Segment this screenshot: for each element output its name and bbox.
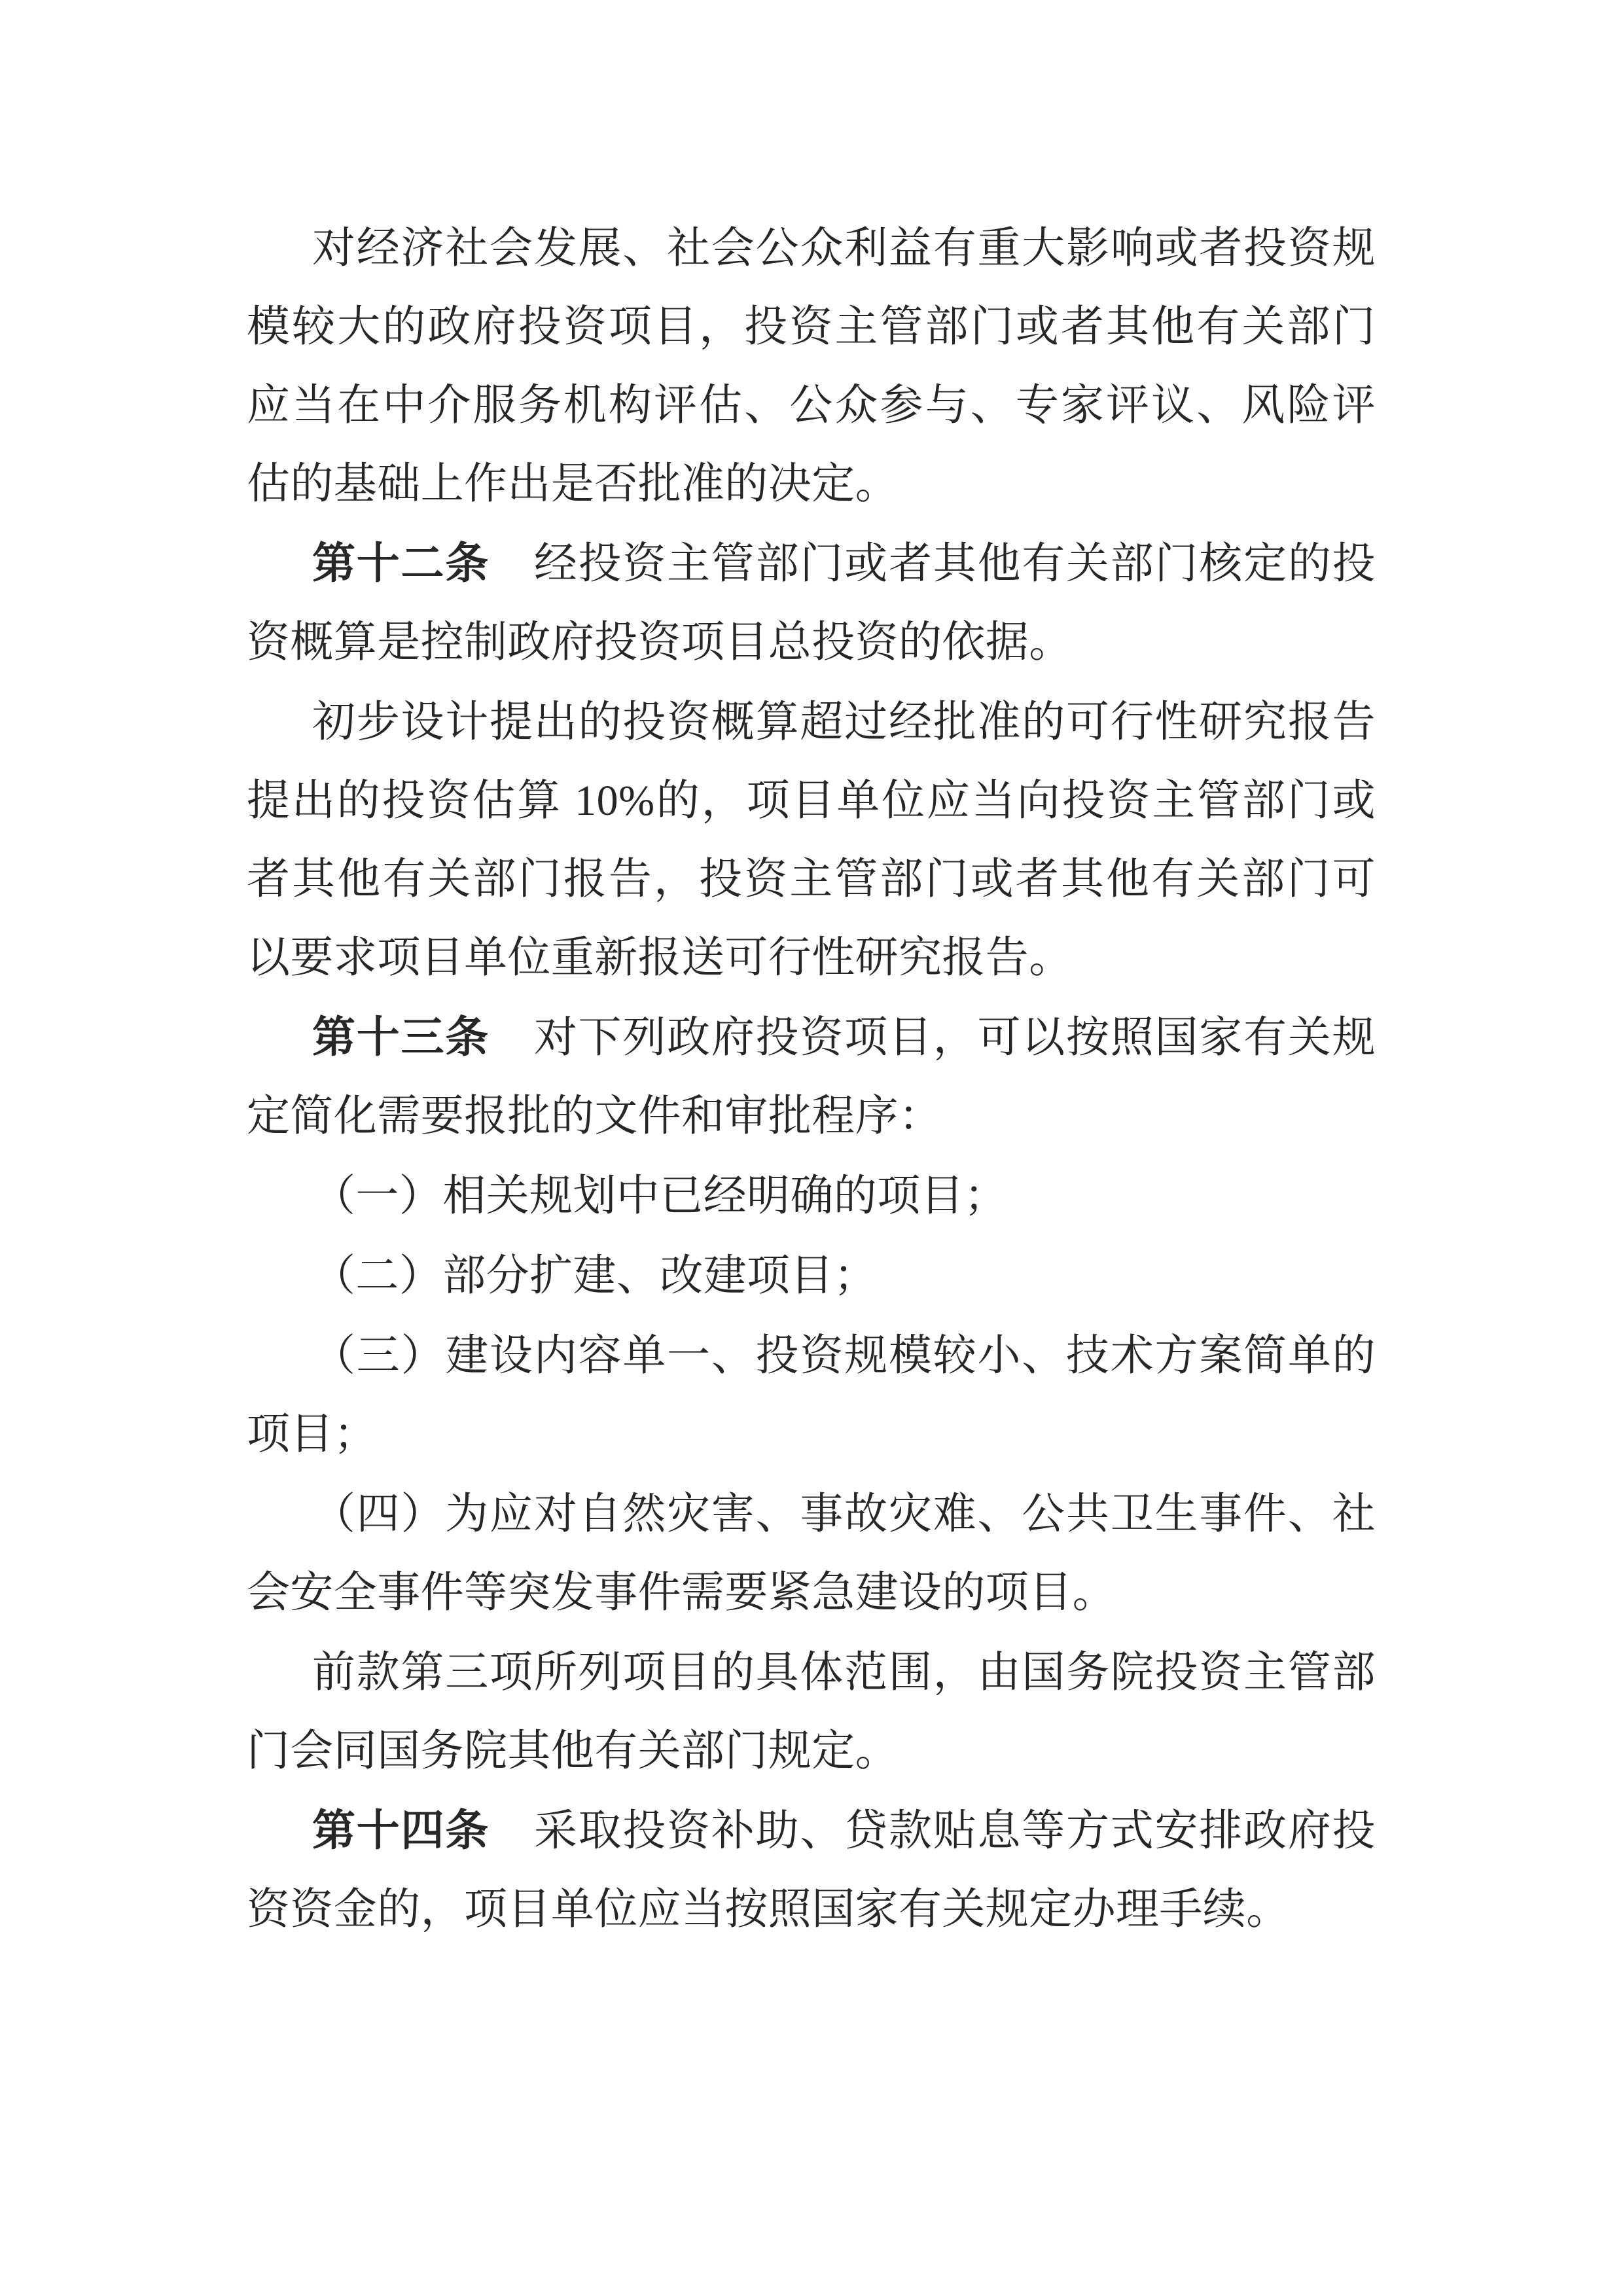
paragraph-text: 初步设计提出的投资概算超过经批准的可行性研究报告提出的投资估算 10%的，项目单位应当向投资主管部门或者其他有关部门报告，投资主管部门或者其他有关部门可以要求项目单位重新报送可行性研究报告。 [247, 698, 1376, 982]
article-12-label: 第十二条 [312, 539, 490, 587]
article-13-label: 第十三条 [312, 1013, 490, 1061]
article-14-label: 第十四条 [312, 1806, 490, 1854]
paragraph-item-1 [247, 1156, 1376, 1236]
paragraph-text: 经投资主管部门或者其他有关部门核定的投资概算是控制政府投资项目总投资的依据。 [247, 540, 1376, 666]
paragraph-approval-decision [247, 208, 1376, 524]
paragraph-item-4 [247, 1474, 1376, 1632]
paragraph-text: （三）建设内容单一、投资规模较小、技术方案简单的项目； [247, 1332, 1376, 1458]
paragraph-text: 采取投资补助、贷款贴息等方式安排政府投资资金的，项目单位应当按照国家有关规定办理手续。 [247, 1807, 1376, 1933]
paragraph-estimate-overrun [247, 682, 1376, 997]
paragraph-text: 对下列政府投资项目，可以按照国家有关规定简化需要报批的文件和审批程序： [247, 1014, 1376, 1140]
paragraph-article-12 [247, 524, 1376, 682]
paragraph-text: （一）相关规划中已经明确的项目； [312, 1172, 1008, 1220]
document-text-block [247, 208, 1376, 1949]
paragraph-item3-scope [247, 1632, 1376, 1791]
paragraph-article-14 [247, 1791, 1376, 1949]
paragraph-article-13 [247, 997, 1376, 1156]
paragraph-item-2 [247, 1236, 1376, 1316]
paragraph-text: （四）为应对自然灾害、事故灾难、公共卫生事件、社会安全事件等突发事件需要紧急建设的项目。 [247, 1490, 1376, 1617]
paragraph-item-3 [247, 1316, 1376, 1474]
paragraph-text: 对经济社会发展、社会公众利益有重大影响或者投资规模较大的政府投资项目，投资主管部门或者其他有关部门应当在中介服务机构评估、公众参与、专家评议、风险评估的基础上作出是否批准的决定。 [247, 224, 1376, 508]
paragraph-text: 前款第三项所列项目的具体范围，由国务院投资主管部门会同国务院其他有关部门规定。 [247, 1649, 1376, 1775]
paragraph-text: （二）部分扩建、改建项目； [312, 1252, 878, 1300]
